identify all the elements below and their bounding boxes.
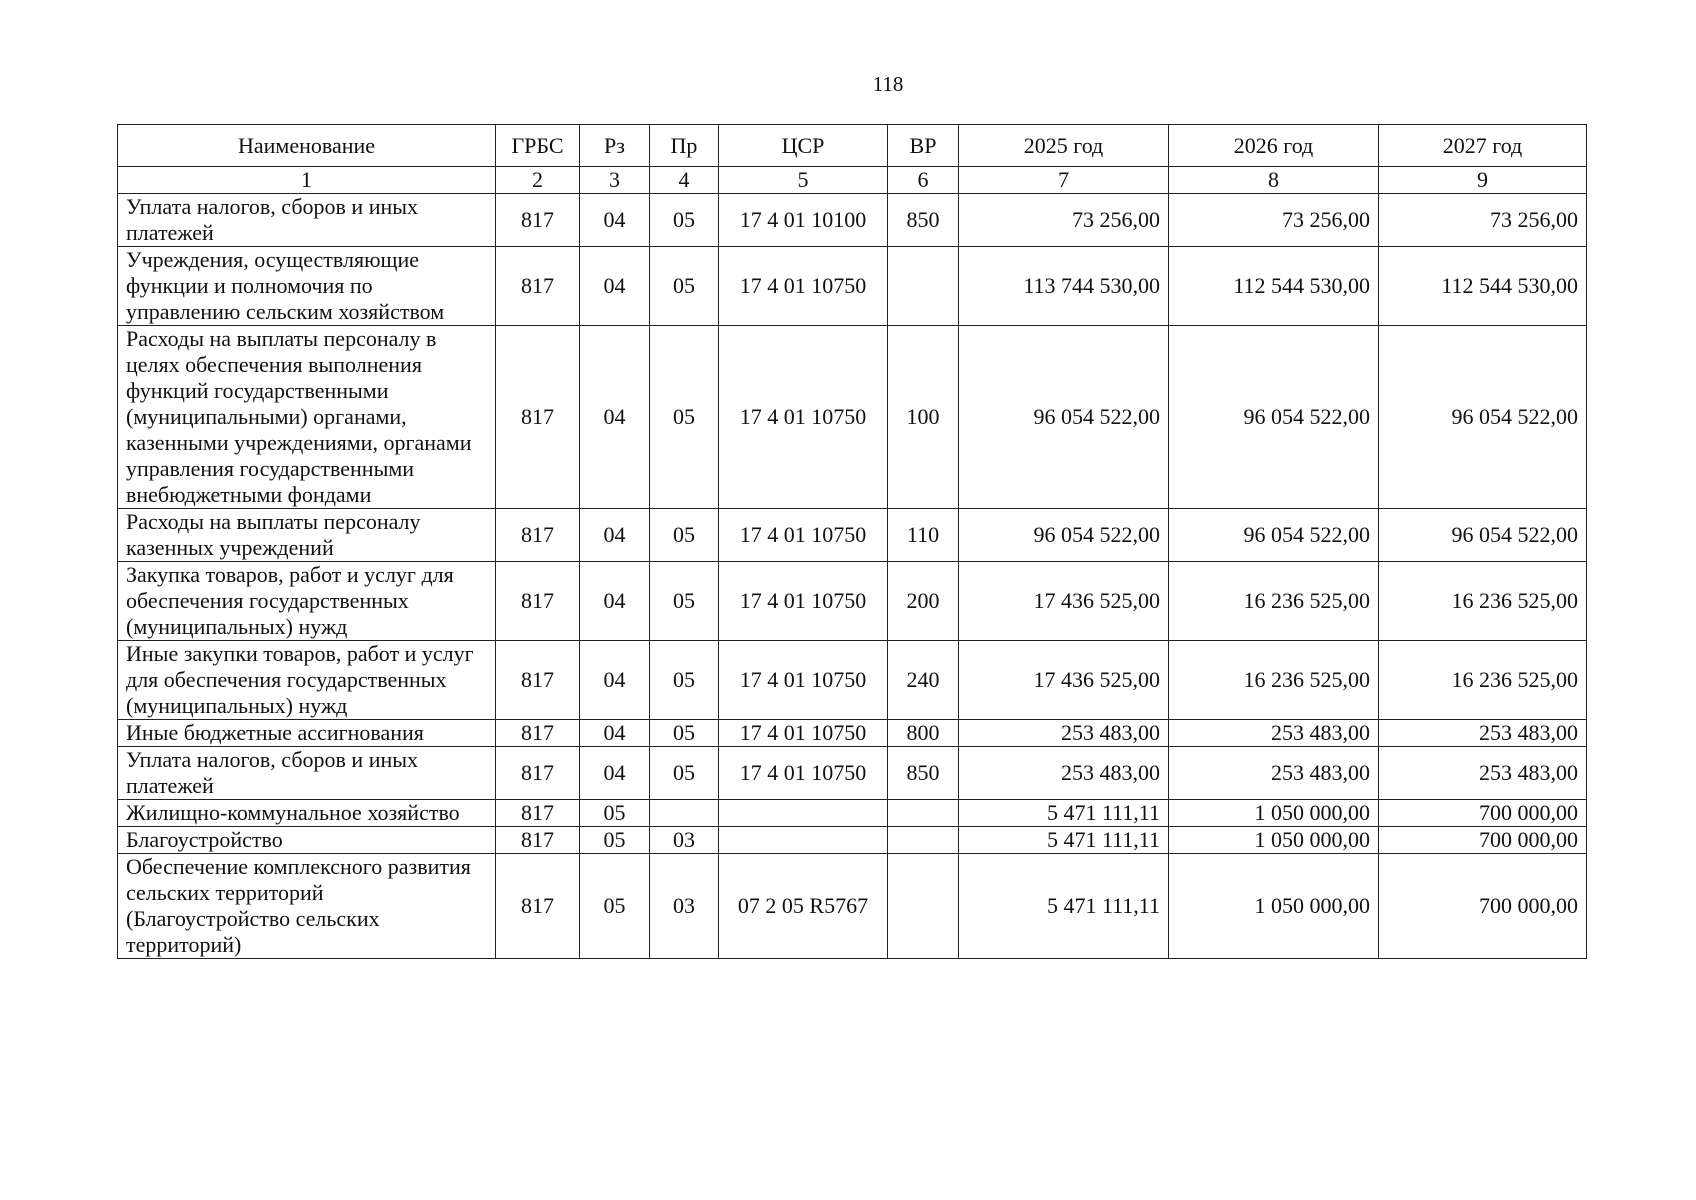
- row-amount-2027: 96 054 522,00: [1379, 509, 1587, 562]
- column-number: 9: [1379, 167, 1587, 194]
- row-rz: 04: [580, 720, 650, 747]
- header-grbs: ГРБС: [496, 125, 580, 167]
- row-pr: 05: [650, 562, 719, 641]
- row-rz: 04: [580, 326, 650, 509]
- row-grbs: 817: [496, 827, 580, 854]
- column-number: 3: [580, 167, 650, 194]
- row-name: Иные бюджетные ассигнования: [118, 720, 496, 747]
- column-number-row: [118, 167, 1587, 194]
- table-row: [118, 854, 1587, 959]
- row-amount-2025: 5 471 111,11: [959, 800, 1169, 827]
- page-number: 118: [872, 72, 904, 96]
- row-csr: 17 4 01 10750: [719, 247, 888, 326]
- row-vr: 110: [888, 509, 959, 562]
- row-csr: 17 4 01 10750: [719, 326, 888, 509]
- row-amount-2027: 253 483,00: [1379, 747, 1587, 800]
- row-amount-2025: 253 483,00: [959, 720, 1169, 747]
- header-name: Наименование: [118, 125, 496, 167]
- column-number: 2: [496, 167, 580, 194]
- row-amount-2027: 112 544 530,00: [1379, 247, 1587, 326]
- table-row: [118, 720, 1587, 747]
- header-2027: 2027 год: [1379, 125, 1587, 167]
- row-pr: 05: [650, 641, 719, 720]
- row-pr: [650, 800, 719, 827]
- row-grbs: 817: [496, 326, 580, 509]
- row-amount-2027: 96 054 522,00: [1379, 326, 1587, 509]
- header-2025: 2025 год: [959, 125, 1169, 167]
- row-name: Уплата налогов, сборов и иных платежей: [118, 747, 496, 800]
- column-number: 5: [719, 167, 888, 194]
- row-name: Уплата налогов, сборов и иных платежей: [118, 194, 496, 247]
- row-vr: 240: [888, 641, 959, 720]
- row-rz: 04: [580, 247, 650, 326]
- row-amount-2027: 16 236 525,00: [1379, 641, 1587, 720]
- table-row: [118, 509, 1587, 562]
- row-grbs: 817: [496, 247, 580, 326]
- table-row: [118, 641, 1587, 720]
- row-amount-2026: 253 483,00: [1169, 747, 1379, 800]
- row-pr: 05: [650, 720, 719, 747]
- column-number: 6: [888, 167, 959, 194]
- row-amount-2027: 700 000,00: [1379, 800, 1587, 827]
- row-vr: [888, 827, 959, 854]
- row-csr: [719, 827, 888, 854]
- row-amount-2026: 112 544 530,00: [1169, 247, 1379, 326]
- row-name: Учреждения, осуществляющие функции и полномочия по управлению сельским хозяйством: [118, 247, 496, 326]
- row-vr: 200: [888, 562, 959, 641]
- row-grbs: 817: [496, 720, 580, 747]
- row-vr: [888, 247, 959, 326]
- row-csr: 07 2 05 R5767: [719, 854, 888, 959]
- row-pr: 03: [650, 827, 719, 854]
- column-number: 7: [959, 167, 1169, 194]
- row-vr: 850: [888, 194, 959, 247]
- row-pr: 05: [650, 247, 719, 326]
- row-amount-2027: 700 000,00: [1379, 827, 1587, 854]
- row-amount-2025: 73 256,00: [959, 194, 1169, 247]
- budget-table: [117, 124, 1587, 959]
- column-number: 8: [1169, 167, 1379, 194]
- row-rz: 04: [580, 747, 650, 800]
- row-amount-2025: 17 436 525,00: [959, 641, 1169, 720]
- row-amount-2025: 5 471 111,11: [959, 854, 1169, 959]
- row-amount-2025: 253 483,00: [959, 747, 1169, 800]
- row-amount-2026: 96 054 522,00: [1169, 509, 1379, 562]
- row-vr: 800: [888, 720, 959, 747]
- row-csr: 17 4 01 10750: [719, 562, 888, 641]
- row-amount-2026: 73 256,00: [1169, 194, 1379, 247]
- row-rz: 04: [580, 562, 650, 641]
- row-amount-2025: 96 054 522,00: [959, 326, 1169, 509]
- row-amount-2026: 16 236 525,00: [1169, 562, 1379, 641]
- table-row: [118, 800, 1587, 827]
- row-pr: 05: [650, 194, 719, 247]
- row-pr: 05: [650, 509, 719, 562]
- row-csr: 17 4 01 10750: [719, 720, 888, 747]
- row-amount-2026: 253 483,00: [1169, 720, 1379, 747]
- row-rz: 04: [580, 509, 650, 562]
- row-amount-2025: 113 744 530,00: [959, 247, 1169, 326]
- header-vr: ВР: [888, 125, 959, 167]
- header-2026: 2026 год: [1169, 125, 1379, 167]
- row-amount-2025: 96 054 522,00: [959, 509, 1169, 562]
- row-name: Иные закупки товаров, работ и услуг для обеспечения государственных (муниципальных) нужд: [118, 641, 496, 720]
- row-name: Обеспечение комплексного развития сельских территорий (Благоустройство сельских территорий): [118, 854, 496, 959]
- row-grbs: 817: [496, 800, 580, 827]
- row-amount-2025: 5 471 111,11: [959, 827, 1169, 854]
- row-amount-2026: 16 236 525,00: [1169, 641, 1379, 720]
- row-csr: 17 4 01 10750: [719, 641, 888, 720]
- row-pr: 03: [650, 854, 719, 959]
- row-amount-2027: 16 236 525,00: [1379, 562, 1587, 641]
- row-csr: [719, 800, 888, 827]
- row-grbs: 817: [496, 194, 580, 247]
- table-row: [118, 194, 1587, 247]
- table-row: [118, 326, 1587, 509]
- row-csr: 17 4 01 10750: [719, 509, 888, 562]
- table-row: [118, 827, 1587, 854]
- row-rz: 05: [580, 800, 650, 827]
- row-amount-2027: 253 483,00: [1379, 720, 1587, 747]
- row-pr: 05: [650, 326, 719, 509]
- row-rz: 04: [580, 194, 650, 247]
- column-number: 4: [650, 167, 719, 194]
- row-vr: [888, 854, 959, 959]
- header-csr: ЦСР: [719, 125, 888, 167]
- table-row: [118, 747, 1587, 800]
- row-amount-2025: 17 436 525,00: [959, 562, 1169, 641]
- row-csr: 17 4 01 10100: [719, 194, 888, 247]
- row-rz: 04: [580, 641, 650, 720]
- header-rz: Рз: [580, 125, 650, 167]
- row-grbs: 817: [496, 509, 580, 562]
- row-vr: [888, 800, 959, 827]
- header-pr: Пр: [650, 125, 719, 167]
- row-amount-2027: 73 256,00: [1379, 194, 1587, 247]
- row-name: Жилищно-коммунальное хозяйство: [118, 800, 496, 827]
- row-grbs: 817: [496, 747, 580, 800]
- row-amount-2026: 1 050 000,00: [1169, 827, 1379, 854]
- row-vr: 850: [888, 747, 959, 800]
- row-vr: 100: [888, 326, 959, 509]
- row-amount-2027: 700 000,00: [1379, 854, 1587, 959]
- table-row: [118, 247, 1587, 326]
- row-name: Благоустройство: [118, 827, 496, 854]
- row-amount-2026: 96 054 522,00: [1169, 326, 1379, 509]
- header-row: [118, 125, 1587, 167]
- row-grbs: 817: [496, 562, 580, 641]
- row-rz: 05: [580, 854, 650, 959]
- row-pr: 05: [650, 747, 719, 800]
- column-number: 1: [118, 167, 496, 194]
- row-name: Расходы на выплаты персоналу в целях обеспечения выполнения функций государственными (муниципальными) органами, казенными учреждениями, органами управления государственными внебюджетными фондами: [118, 326, 496, 509]
- row-rz: 05: [580, 827, 650, 854]
- row-csr: 17 4 01 10750: [719, 747, 888, 800]
- table-row: [118, 562, 1587, 641]
- row-amount-2026: 1 050 000,00: [1169, 854, 1379, 959]
- row-grbs: 817: [496, 641, 580, 720]
- row-grbs: 817: [496, 854, 580, 959]
- row-name: Закупка товаров, работ и услуг для обеспечения государственных (муниципальных) нужд: [118, 562, 496, 641]
- row-name: Расходы на выплаты персоналу казенных учреждений: [118, 509, 496, 562]
- row-amount-2026: 1 050 000,00: [1169, 800, 1379, 827]
